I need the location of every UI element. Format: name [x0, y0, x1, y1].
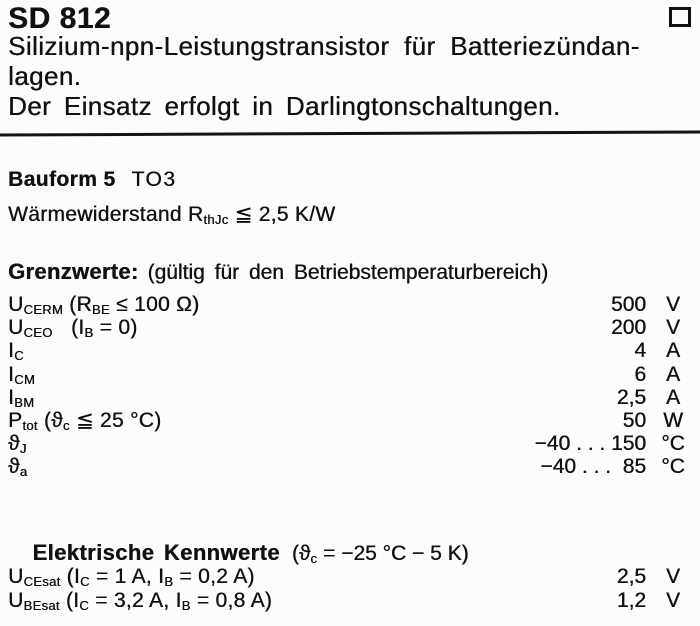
parameter-unit: V [665, 293, 680, 316]
table-row [8, 364, 696, 387]
table-row [8, 317, 696, 340]
parameter-label: $U_{CEsat}$ ($I_C = 1$ A, $I_B = 0,2$ A) [8, 565, 255, 589]
parameter-unit: °C [661, 432, 685, 456]
parameter-label: $U_{CERM}$ ($R_{BE} \le 100$ Ω) [8, 293, 200, 317]
section-divider [0, 130, 700, 136]
corner-square-icon [669, 7, 691, 27]
description-line: lagen. [8, 61, 82, 91]
parameter-label: $I_{BM}$ [8, 385, 35, 410]
thermal-resistance-line: Wärmewiderstand $R_{thJc}$ ≦ 2,5 K/W [8, 203, 336, 227]
characteristics-heading-title: Elektrische Kennwerte [32, 540, 280, 565]
limits-heading-title: Grenzwerte: [8, 259, 139, 284]
parameter-label: $P_{tot}$ ($ϑ_c$ ≦ 25 °C) [8, 408, 162, 433]
parameter-value: 50 [622, 408, 646, 432]
table-row [8, 387, 696, 410]
parameter-value: 500 [610, 293, 646, 316]
parameter-unit: A [665, 362, 680, 386]
table-row [8, 340, 696, 363]
parameter-label: $U_{CEO}$ $(I_B = 0)$ [8, 316, 138, 341]
parameter-label: $ϑ_J$ [8, 432, 27, 456]
table-row [8, 566, 696, 590]
parameter-value: −40 . . . 150 [534, 432, 646, 456]
parameter-value: 200 [610, 316, 646, 340]
limits-table [8, 294, 696, 480]
description-line: Der Einsatz erfolgt in Darlingtonschaltungen. [8, 91, 561, 121]
package-line [8, 168, 176, 192]
parameter-label: $ϑ_a$ [8, 455, 28, 480]
parameter-unit: V [665, 589, 680, 612]
table-row [8, 590, 696, 614]
parameter-unit: A [665, 339, 680, 363]
parameter-value: 2,5 [616, 565, 646, 588]
parameter-value: 1,2 [616, 589, 646, 612]
description-block [8, 31, 698, 121]
characteristics-table [8, 566, 696, 614]
parameter-value: 6 [634, 362, 646, 386]
parameter-unit: °C [661, 455, 685, 479]
parameter-unit: V [665, 316, 680, 340]
parameter-value: −40 . . . 85 [540, 455, 646, 479]
table-row [8, 456, 696, 479]
characteristics-condition: ($ϑ_c = -25$ °C − 5 K) [291, 542, 469, 566]
part-number-title: SD 812 [8, 2, 112, 35]
table-row [8, 410, 696, 433]
package-value: TO3 [131, 168, 177, 191]
parameter-label: $U_{BEsat}$ ($I_C = 3,2$ A, $I_B = 0,8$ A) [8, 589, 273, 613]
limits-heading-note: (gültig für den Betriebstemperaturbereich) [147, 261, 549, 284]
parameter-value: 2,5 [616, 385, 646, 409]
parameter-unit: W [663, 408, 683, 432]
description-line: Silizium-npn-Leistungstransistor für Batteriezündan- [8, 31, 640, 61]
limits-heading [8, 259, 548, 285]
parameter-value: 4 [634, 339, 646, 363]
table-row [8, 294, 696, 317]
parameter-unit: A [665, 385, 680, 409]
parameter-label: $I_{CM}$ [8, 362, 35, 387]
table-row [8, 433, 696, 456]
package-label: Bauform 5 [8, 168, 116, 191]
parameter-label: $I_C$ [8, 339, 24, 364]
parameter-unit: V [665, 565, 680, 588]
